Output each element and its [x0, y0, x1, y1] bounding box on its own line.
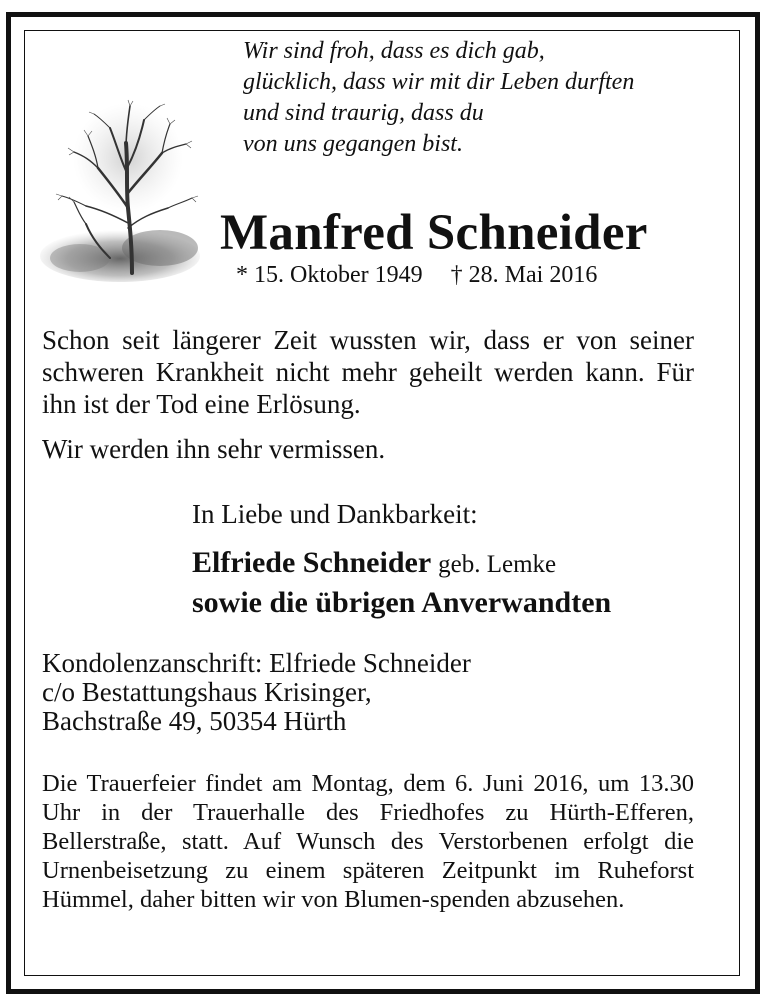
birth-date: * 15. Oktober 1949	[236, 262, 423, 288]
poem	[243, 36, 634, 160]
other-mourners: sowie die übrigen Anverwandten	[192, 586, 612, 619]
tree-icon	[40, 98, 210, 293]
condolence-line: c/o Bestattungshaus Krisinger,	[42, 677, 372, 707]
mourners-block	[192, 544, 611, 622]
condolence-line: Kondolenzanschrift: Elfriede Schneider	[42, 648, 471, 678]
poem-line: Wir sind froh, dass es dich gab,	[243, 38, 545, 64]
poem-line: und sind traurig, dass du	[243, 100, 484, 126]
primary-mourner-nee: geb. Lemke	[438, 551, 557, 578]
message-paragraph: Schon seit längerer Zeit wussten wir, dass er von seiner schweren Krankheit nicht mehr geheilt werden kann. Für ihn ist der Tod eine Erlösung.	[42, 325, 694, 419]
deceased-name: Manfred Schneider	[220, 205, 648, 261]
miss-paragraph: Wir werden ihn sehr vermissen.	[42, 434, 386, 464]
primary-mourner-name: Elfriede Schneider	[192, 546, 432, 579]
poem-line: von uns gegangen bist.	[243, 131, 463, 157]
life-dates	[236, 262, 597, 289]
condolence-address	[42, 649, 471, 736]
poem-line: glücklich, dass wir mit dir Leben durften	[243, 69, 635, 95]
condolence-line: Bachstraße 49, 50354 Hürth	[42, 706, 347, 736]
funeral-paragraph: Die Trauerfeier findet am Montag, dem 6. Juni 2016, um 13.30 Uhr in der Trauerhalle des Friedhofes zu Hürth-Efferen, Bellerstraße, statt. Auf Wunsch des Verstorbenen erfolgt die Urnenbeisetzung zu einem späteren Zeitpunkt im Ruheforst Hümmel, daher bitten wir von Blumen-spenden abzusehen.	[42, 770, 694, 913]
death-date: † 28. Mai 2016	[450, 262, 598, 288]
mourners-intro: In Liebe und Dankbarkeit:	[192, 499, 478, 529]
